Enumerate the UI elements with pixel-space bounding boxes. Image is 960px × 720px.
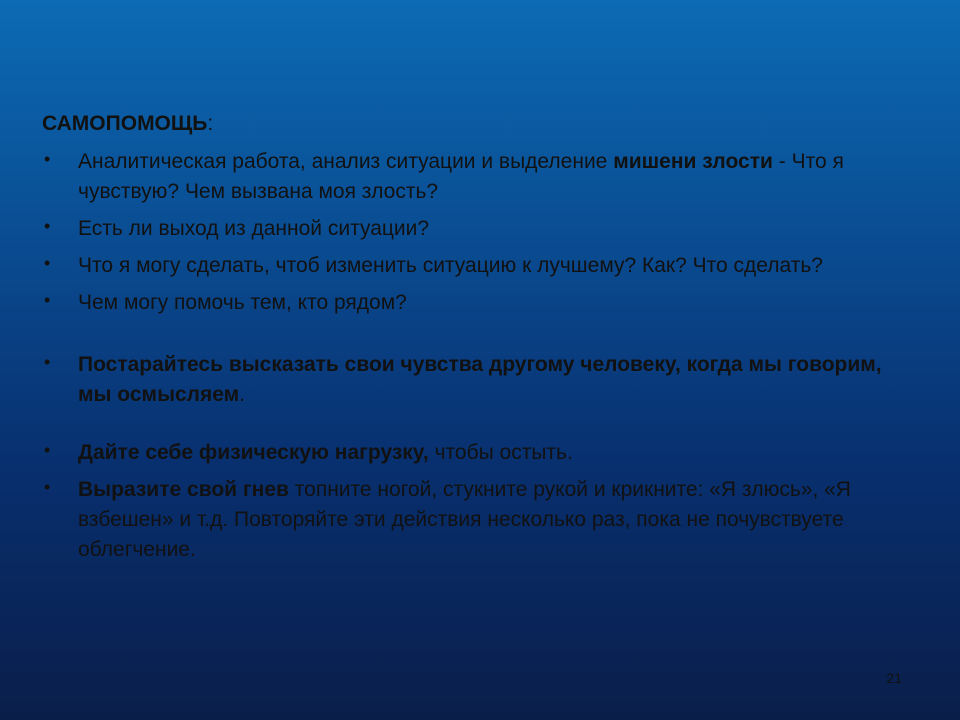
item-text: Аналитическая работа, анализ ситуации и выделение — [78, 150, 614, 174]
bullet-icon: • — [44, 216, 51, 237]
list-item — [42, 214, 902, 244]
bullet-icon: • — [44, 149, 51, 170]
bullet-icon: • — [44, 253, 51, 274]
list-item — [42, 288, 902, 318]
list-item — [42, 438, 902, 468]
item-bold-text: Дайте себе физическую нагрузку, — [78, 441, 429, 465]
item-text: Есть ли выход из данной ситуации? — [78, 217, 430, 241]
item-text: чтобы остыть. — [428, 441, 573, 465]
item-text: Что я могу сделать, чтоб изменить ситуацию к лучшему? Как? Что сделать? — [78, 254, 823, 278]
list-item — [42, 251, 902, 281]
bullet-icon: • — [44, 477, 51, 498]
list-item — [42, 350, 902, 410]
item-text: . — [239, 383, 246, 407]
item-bold-text: Постарайтесь высказать свои чувства другому человеку, когда мы говорим, мы осмысляем — [78, 353, 882, 407]
slide-content — [42, 110, 902, 572]
slide-heading — [42, 110, 902, 137]
bullet-icon: • — [44, 352, 51, 373]
item-bold-text: Выразите свой гнев — [78, 478, 289, 502]
page-number: 21 — [886, 670, 902, 686]
item-text: - Что я чувствую? Чем вызвана моя злость? — [78, 150, 844, 204]
item-bold-text: мишени злости — [613, 150, 773, 174]
list-item — [42, 147, 902, 207]
bullet-icon: • — [44, 290, 51, 311]
heading-colon: : — [207, 112, 214, 135]
item-text: топните ногой, стукните рукой и крикните: «Я злюсь», «Я взбешен» и т.д. Повторяйте эти действия несколько раз, пока не почувствуете облегчение. — [78, 478, 851, 562]
item-text: Чем могу помочь тем, кто рядом? — [78, 291, 407, 315]
heading-text: САМОПОМОЩЬ — [42, 112, 208, 135]
bullet-icon: • — [44, 440, 51, 461]
list-item — [42, 475, 902, 565]
bullet-list — [42, 147, 902, 565]
